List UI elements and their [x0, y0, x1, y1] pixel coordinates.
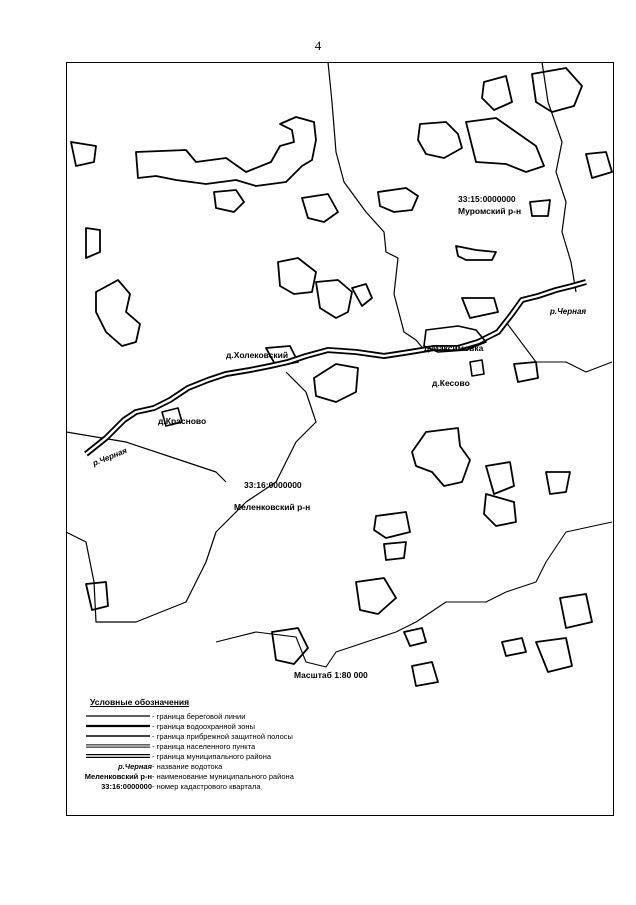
- polygon: [316, 280, 352, 318]
- polygon: [86, 228, 100, 258]
- polygon: [514, 362, 538, 382]
- district-boundary-east: [542, 62, 576, 292]
- polygon: [71, 142, 96, 166]
- legend-item-shoreline: - граница береговой линии: [152, 712, 246, 721]
- polygon: [532, 68, 582, 112]
- river-water-zone: [86, 282, 586, 454]
- polygon: [302, 194, 338, 222]
- legend-item-water-zone: - граница водоохранной зоны: [152, 722, 255, 731]
- legend-item-protection-strip: - граница прибрежной защитной полосы: [152, 732, 293, 741]
- polygon: [352, 284, 372, 306]
- label-muromsky-name: Муромский р-н: [458, 206, 522, 216]
- label-river-east: р.Черная: [550, 307, 587, 316]
- legend-item-settlement: - граница населенного пункта: [152, 742, 256, 751]
- polygon: [466, 118, 544, 172]
- polygon: [356, 578, 396, 614]
- district-boundary-east-lower: [506, 322, 612, 372]
- polygon: [484, 494, 516, 526]
- polygon: [462, 298, 498, 318]
- label-krasnovo: д.Красново: [158, 416, 207, 426]
- polygon: [378, 188, 418, 212]
- polygon: [546, 472, 570, 494]
- polygon: [536, 638, 572, 672]
- polygon: [586, 152, 612, 178]
- polygon: [404, 628, 426, 646]
- district-boundary-north: [328, 62, 426, 352]
- polygon: [278, 258, 316, 294]
- polygon: [560, 594, 592, 628]
- polygon: [86, 582, 108, 610]
- label-kesovo: д.Кесово: [432, 378, 470, 388]
- polygon: [314, 364, 358, 402]
- polygon: [502, 638, 526, 656]
- district-boundary-west: [66, 432, 226, 482]
- label-melenkovsky-name: Меленковский р-н: [234, 502, 311, 512]
- label-maksimovka: д.Максимовка: [424, 343, 484, 353]
- legend-item-river-name: - название водотока: [152, 762, 223, 771]
- label-scale: Масштаб 1:80 000: [294, 670, 368, 680]
- polygon: [412, 428, 470, 486]
- polygon: [530, 200, 550, 216]
- polygon: [482, 76, 512, 110]
- polygon: [214, 190, 244, 212]
- label-muromsky-code: 33:15:0000000: [458, 194, 516, 204]
- settlement-kesovo: [470, 360, 484, 376]
- legend-key-river: р.Черная: [118, 762, 152, 771]
- legend-swatches: [84, 712, 152, 764]
- district-boundary-south: [66, 372, 316, 622]
- label-kholkovsky: д.Холековский: [226, 350, 289, 360]
- polygon: [384, 542, 406, 560]
- polygon: [374, 512, 410, 538]
- label-melenkovsky-code: 33:16:0000000: [244, 480, 302, 490]
- polygon: [486, 462, 514, 494]
- label-river-west: р.Черная: [91, 445, 129, 468]
- legend-item-cadastral: - номер кадастрового квартала: [152, 782, 261, 791]
- polygon: [418, 122, 462, 158]
- polygon: [412, 662, 438, 686]
- legend-title: Условные обозначения: [90, 697, 190, 707]
- page-number: 4: [314, 38, 322, 53]
- legend-key-district-name: Меленковский р-н: [84, 772, 152, 781]
- legend-item-district-name: - наименование муниципального района: [152, 772, 294, 781]
- polygon: [96, 280, 140, 346]
- polygon: [272, 628, 308, 664]
- polygon: [456, 246, 496, 260]
- legend-key-cadastral: 33:16:0000000: [101, 782, 152, 791]
- river-shoreline: [86, 282, 586, 454]
- legend-item-district: - граница муниципального района: [152, 752, 272, 761]
- polygon: [136, 117, 316, 186]
